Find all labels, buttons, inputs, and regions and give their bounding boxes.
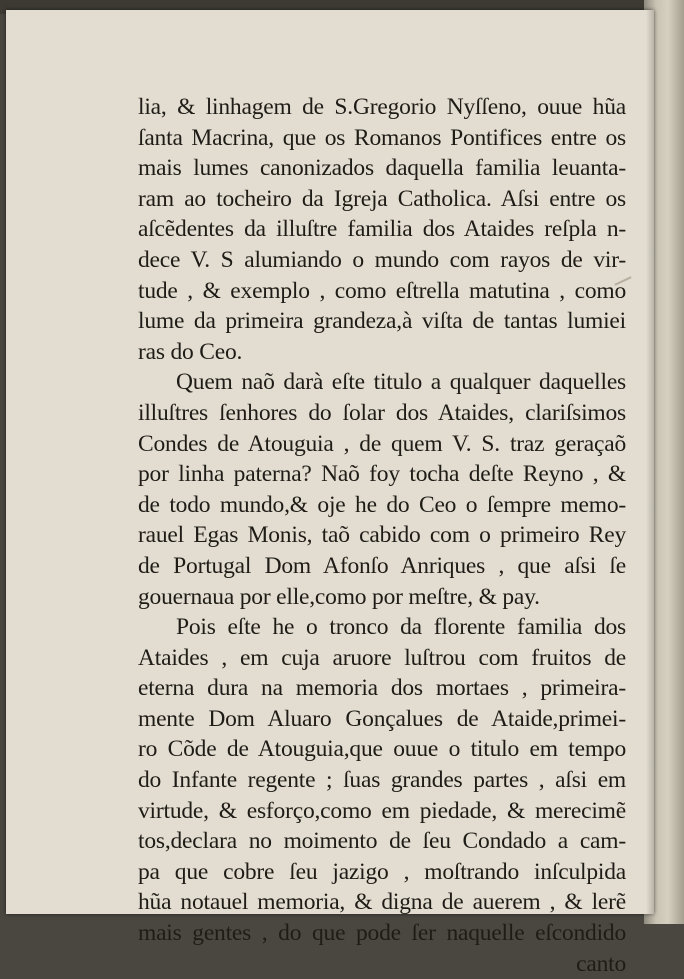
text-line: mais lumes canonizados daquella familia leuanta-	[138, 155, 626, 182]
text-line: rauel Egas Monis, taõ cabido com o primeiro Rey	[138, 522, 626, 549]
text-line: ro Cõde de Atouguia,que ouue o titulo em tempo	[138, 736, 626, 763]
text-line: ram ao tocheiro da Igreja Catholica. Aſsi entre os	[138, 185, 626, 212]
text-line: lia, & linhagem de S.Gregorio Nyſſeno, ouue hũa	[138, 94, 626, 120]
text-line-paragraph-end: gouernaua por elle,como por meſtre, & pay.	[138, 583, 540, 610]
text-line: pa que cobre ſeu jazigo , moſtrando inſculpida	[138, 858, 626, 885]
text-line: de Portugal Dom Afonſo Anriques , que aſsi ſe	[138, 552, 626, 579]
text-line: illuſtres ſenhores do ſolar dos Ataides, clariſsimos	[138, 399, 626, 426]
text-line: mente Dom Aluaro Gonçalues de Ataide,primei-	[138, 705, 626, 732]
text-line: dece V. S alumiando o mundo com rayos de vir-	[138, 246, 626, 273]
text-line: tos,declara no moimento de ſeu Condado a cam-	[138, 828, 626, 855]
text-line: virtude, & esforço,como em piedade, & merecimẽ	[138, 797, 626, 824]
text-line: de todo mundo,& oje he do Ceo o ſempre memo-	[138, 491, 626, 518]
text-line-paragraph-end: ras do Ceo.	[138, 338, 243, 365]
text-line: eterna dura na memoria dos mortaes , primeira-	[138, 675, 626, 702]
text-line: Condes de Atouguia , de quem V. S. traz geraçaõ	[138, 430, 626, 457]
text-line: por linha paterna? Naõ foy tocha deſte Reyno , &	[138, 461, 626, 488]
text-line: ſanta Macrina, que os Romanos Pontifices entre os	[138, 124, 626, 151]
text-line: aſcẽdentes da illuſtre familia dos Ataides reſpla n-	[138, 216, 626, 243]
text-line-paragraph-start: Quem naõ darà eſte titulo a qualquer daquelles	[176, 369, 626, 396]
text-line: mais gentes , do que pode ſer naquelle eſcondido	[138, 920, 626, 947]
text-line: lume da primeira grandeza,à viſta de tantas lumiei	[138, 308, 626, 335]
text-line-paragraph-start: Pois eſte he o tronco da florente familia dos	[176, 614, 626, 641]
catchword: canto	[576, 950, 626, 977]
text-line: do Infante regente ; ſuas grandes partes , aſsi em	[138, 767, 626, 794]
body-text	[138, 92, 626, 979]
text-line: hũa notauel memoria, & digna de auerem , & lerẽ	[138, 889, 626, 916]
text-line: Ataides , em cuja aruore luſtrou com fruitos de	[138, 644, 626, 671]
page-shadow	[646, 10, 654, 914]
text-line: tude , & exemplo , como eſtrella matutina , como	[138, 277, 626, 304]
book-page	[6, 10, 654, 977]
